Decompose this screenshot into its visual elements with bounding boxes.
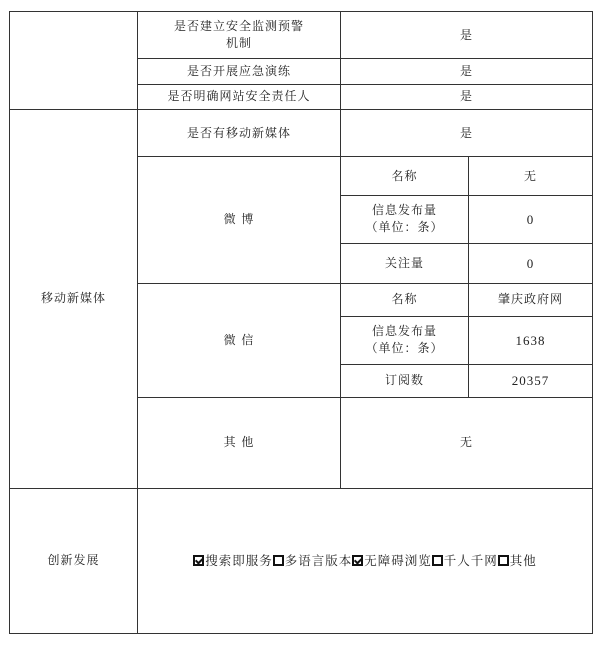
checkbox-icon[interactable] [498,555,509,566]
weibo-posts-label: 信息发布量 （单位：条） [341,196,469,243]
drill-value: 是 [341,59,593,84]
option-multilingual[interactable] [273,552,353,569]
checkbox-icon[interactable] [352,555,363,566]
weibo-followers-value: 0 [469,243,593,283]
innovation-section-label: 创新发展 [10,488,138,633]
empty-section-cell [10,12,138,110]
mobile-section-label: 移动新媒体 [10,109,138,488]
option-label: 无障碍浏览 [364,552,432,568]
weibo-followers-label: 关注量 [341,243,469,283]
option-personalized[interactable] [432,552,498,569]
weibo-posts-value: 0 [469,196,593,243]
option-label: 其他 [509,552,537,568]
checkbox-icon[interactable] [273,555,284,566]
wechat-name-value: 肇庆政府网 [469,283,593,317]
option-label: 千人千网 [443,552,498,568]
option-label: 搜索即服务 [205,552,273,568]
responsible-label: 是否明确网站安全责任人 [138,84,341,109]
drill-label: 是否开展应急演练 [138,59,341,84]
option-label: 多语言版本 [284,552,353,568]
report-table [9,11,593,634]
wechat-posts-label: 信息发布量 （单位：条） [341,317,469,364]
has-mobile-label: 是否有移动新媒体 [138,109,341,156]
option-search-as-service[interactable] [193,552,273,569]
wechat-label: 微 信 [138,283,341,398]
monitoring-value: 是 [341,12,593,59]
weibo-name-label: 名称 [341,157,469,196]
wechat-subscribers-value: 20357 [469,364,593,398]
monitoring-label: 是否建立安全监测预警机制 [138,12,341,59]
weibo-label: 微 博 [138,157,341,283]
responsible-value: 是 [341,84,593,109]
innovation-options [138,488,593,633]
weibo-name-value: 无 [469,157,593,196]
wechat-name-label: 名称 [341,283,469,317]
wechat-subscribers-label: 订阅数 [341,364,469,398]
checkbox-icon[interactable] [432,555,443,566]
other-value: 无 [341,398,593,489]
option-accessibility[interactable] [352,552,432,569]
checkbox-icon[interactable] [193,555,204,566]
wechat-posts-value: 1638 [469,317,593,364]
other-label: 其 他 [138,398,341,489]
option-other[interactable] [498,552,537,569]
has-mobile-value: 是 [341,109,593,156]
